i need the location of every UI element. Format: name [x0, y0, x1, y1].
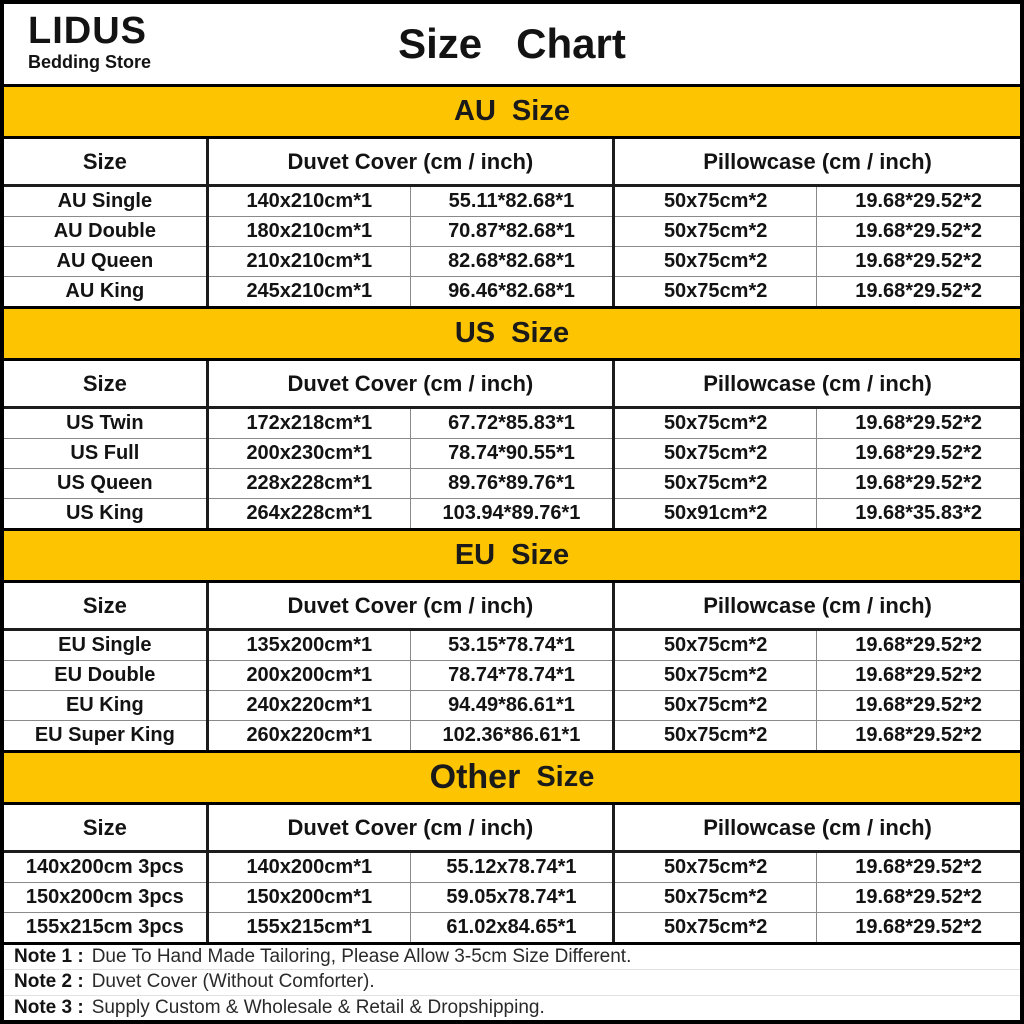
duvet-inch-cell: 94.49*86.61*1 [410, 691, 613, 721]
pillow-cm-cell: 50x75cm*2 [614, 883, 817, 913]
column-header-pillowcase: Pillowcase (cm / inch) [614, 361, 1020, 408]
top-header [4, 4, 1020, 84]
banner-size-label: Size [511, 95, 570, 127]
page-title-word-2: Chart [516, 20, 626, 67]
pillow-cm-cell: 50x75cm*2 [614, 913, 817, 943]
banner-size-label: Size [511, 539, 570, 571]
duvet-cm-cell: 200x200cm*1 [207, 661, 410, 691]
column-header-pillowcase: Pillowcase (cm / inch) [614, 805, 1020, 852]
table-row [4, 277, 1020, 307]
duvet-inch-cell: 102.36*86.61*1 [410, 721, 613, 751]
table-row [4, 217, 1020, 247]
duvet-inch-cell: 78.74*90.55*1 [410, 439, 613, 469]
duvet-cm-cell: 140x210cm*1 [207, 186, 410, 217]
page-title [4, 4, 1020, 84]
duvet-inch-cell: 70.87*82.68*1 [410, 217, 613, 247]
size-cell: 140x200cm 3pcs [4, 852, 207, 883]
pillow-cm-cell: 50x75cm*2 [614, 217, 817, 247]
table-row [4, 661, 1020, 691]
column-header-size: Size [4, 361, 207, 408]
pillow-inch-cell: 19.68*29.52*2 [817, 217, 1020, 247]
table-header-row [4, 583, 1020, 630]
duvet-inch-cell: 59.05x78.74*1 [410, 883, 613, 913]
table-row [4, 247, 1020, 277]
note-text: Due To Hand Made Tailoring, Please Allow 3-5cm Size Different. [91, 946, 632, 968]
pillow-inch-cell: 19.68*29.52*2 [817, 661, 1020, 691]
store-logo [28, 12, 151, 71]
note-text: Supply Custom & Wholesale & Retail & Dropshipping. [91, 996, 545, 1018]
pillow-inch-cell: 19.68*29.52*2 [817, 247, 1020, 277]
size-cell: EU Super King [4, 721, 207, 751]
size-cell: AU Double [4, 217, 207, 247]
pillow-cm-cell: 50x91cm*2 [614, 499, 817, 529]
duvet-inch-cell: 96.46*82.68*1 [410, 277, 613, 307]
duvet-inch-cell: 103.94*89.76*1 [410, 499, 613, 529]
note-item [4, 970, 1020, 995]
table-row [4, 408, 1020, 439]
pillow-cm-cell: 50x75cm*2 [614, 630, 817, 661]
table-row [4, 469, 1020, 499]
note-label: Note 2 : [14, 971, 84, 993]
banner-region-label: Other [429, 758, 521, 796]
pillow-inch-cell: 19.68*29.52*2 [817, 883, 1020, 913]
pillow-cm-cell: 50x75cm*2 [614, 469, 817, 499]
size-cell: EU Double [4, 661, 207, 691]
note-text: Duvet Cover (Without Comforter). [91, 971, 375, 993]
table-row [4, 721, 1020, 751]
pillow-cm-cell: 50x75cm*2 [614, 439, 817, 469]
pillow-cm-cell: 50x75cm*2 [614, 247, 817, 277]
pillow-cm-cell: 50x75cm*2 [614, 852, 817, 883]
pillow-inch-cell: 19.68*29.52*2 [817, 469, 1020, 499]
size-cell: EU King [4, 691, 207, 721]
banner-size-label: Size [511, 317, 570, 349]
size-cell: US Twin [4, 408, 207, 439]
banner-size-label: Size [536, 761, 595, 793]
size-cell: 155x215cm 3pcs [4, 913, 207, 943]
table-row [4, 691, 1020, 721]
duvet-cm-cell: 240x220cm*1 [207, 691, 410, 721]
column-header-duvet: Duvet Cover (cm / inch) [207, 139, 613, 186]
duvet-inch-cell: 89.76*89.76*1 [410, 469, 613, 499]
duvet-cm-cell: 200x230cm*1 [207, 439, 410, 469]
duvet-inch-cell: 78.74*78.74*1 [410, 661, 613, 691]
column-header-size: Size [4, 805, 207, 852]
pillow-inch-cell: 19.68*29.52*2 [817, 691, 1020, 721]
size-cell: EU Single [4, 630, 207, 661]
duvet-inch-cell: 55.11*82.68*1 [410, 186, 613, 217]
banner-region-label: EU [454, 539, 496, 571]
pillow-inch-cell: 19.68*35.83*2 [817, 499, 1020, 529]
size-cell: AU King [4, 277, 207, 307]
duvet-cm-cell: 210x210cm*1 [207, 247, 410, 277]
duvet-cm-cell: 180x210cm*1 [207, 217, 410, 247]
column-header-size: Size [4, 139, 207, 186]
pillow-cm-cell: 50x75cm*2 [614, 721, 817, 751]
duvet-inch-cell: 55.12x78.74*1 [410, 852, 613, 883]
section-banner-us [4, 306, 1020, 361]
table-row [4, 630, 1020, 661]
duvet-cm-cell: 245x210cm*1 [207, 277, 410, 307]
column-header-duvet: Duvet Cover (cm / inch) [207, 361, 613, 408]
pillow-inch-cell: 19.68*29.52*2 [817, 913, 1020, 943]
eu-size-table [4, 583, 1020, 750]
duvet-cm-cell: 260x220cm*1 [207, 721, 410, 751]
note-item [4, 945, 1020, 970]
banner-region-label: AU [454, 95, 496, 127]
duvet-inch-cell: 53.15*78.74*1 [410, 630, 613, 661]
duvet-cm-cell: 228x228cm*1 [207, 469, 410, 499]
table-row [4, 852, 1020, 883]
pillow-inch-cell: 19.68*29.52*2 [855, 634, 983, 656]
size-cell: US King [4, 499, 207, 529]
pillow-cm-cell: 50x75cm*2 [614, 408, 817, 439]
note-item [4, 996, 1020, 1020]
pillow-inch-cell: 19.68*29.52*2 [817, 721, 1020, 751]
column-header-duvet: Duvet Cover (cm / inch) [207, 583, 613, 630]
other-size-table [4, 805, 1020, 942]
pillow-inch-cell: 19.68*29.52*2 [855, 412, 983, 434]
duvet-inch-cell: 67.72*85.83*1 [410, 408, 613, 439]
duvet-cm-cell: 135x200cm*1 [207, 630, 410, 661]
au-size-table [4, 139, 1020, 306]
pillow-cm-cell: 50x75cm*2 [614, 691, 817, 721]
duvet-inch-cell: 82.68*82.68*1 [410, 247, 613, 277]
duvet-cm-cell: 172x218cm*1 [207, 408, 410, 439]
section-banner-au [4, 84, 1020, 139]
pillow-inch-cell: 19.68*29.52*2 [855, 190, 983, 212]
duvet-inch-cell: 61.02x84.65*1 [410, 913, 613, 943]
size-cell: US Queen [4, 469, 207, 499]
pillow-cm-cell: 50x75cm*2 [614, 661, 817, 691]
table-row [4, 499, 1020, 529]
column-header-pillowcase: Pillowcase (cm / inch) [614, 139, 1020, 186]
logo-subtitle: Bedding Store [28, 52, 152, 72]
table-header-row [4, 361, 1020, 408]
logo-title: LIDUS [28, 10, 147, 52]
notes-section [4, 942, 1020, 1020]
table-header-row [4, 139, 1020, 186]
banner-region-label: US [454, 317, 496, 349]
column-header-pillowcase: Pillowcase (cm / inch) [614, 583, 1020, 630]
page-title-word-1: Size [398, 20, 483, 67]
table-row [4, 439, 1020, 469]
duvet-cm-cell: 155x215cm*1 [207, 913, 410, 943]
us-size-table [4, 361, 1020, 528]
pillow-inch-cell: 19.68*29.52*2 [855, 856, 983, 878]
section-banner-eu [4, 528, 1020, 583]
pillow-cm-cell: 50x75cm*2 [614, 277, 817, 307]
pillow-inch-cell: 19.68*29.52*2 [817, 277, 1020, 307]
size-cell: AU Queen [4, 247, 207, 277]
duvet-cm-cell: 140x200cm*1 [207, 852, 410, 883]
section-banner-other [4, 750, 1020, 805]
duvet-cm-cell: 150x200cm*1 [207, 883, 410, 913]
table-header-row [4, 805, 1020, 852]
size-cell: 150x200cm 3pcs [4, 883, 207, 913]
pillow-cm-cell: 50x75cm*2 [614, 186, 817, 217]
column-header-duvet: Duvet Cover (cm / inch) [207, 805, 613, 852]
pillow-inch-cell: 19.68*29.52*2 [817, 439, 1020, 469]
table-row [4, 186, 1020, 217]
size-cell: AU Single [4, 186, 207, 217]
note-label: Note 1 : [14, 946, 84, 968]
duvet-cm-cell: 264x228cm*1 [207, 499, 410, 529]
table-row [4, 913, 1020, 943]
note-label: Note 3 : [14, 996, 84, 1018]
table-row [4, 883, 1020, 913]
size-cell: US Full [4, 439, 207, 469]
column-header-size: Size [4, 583, 207, 630]
